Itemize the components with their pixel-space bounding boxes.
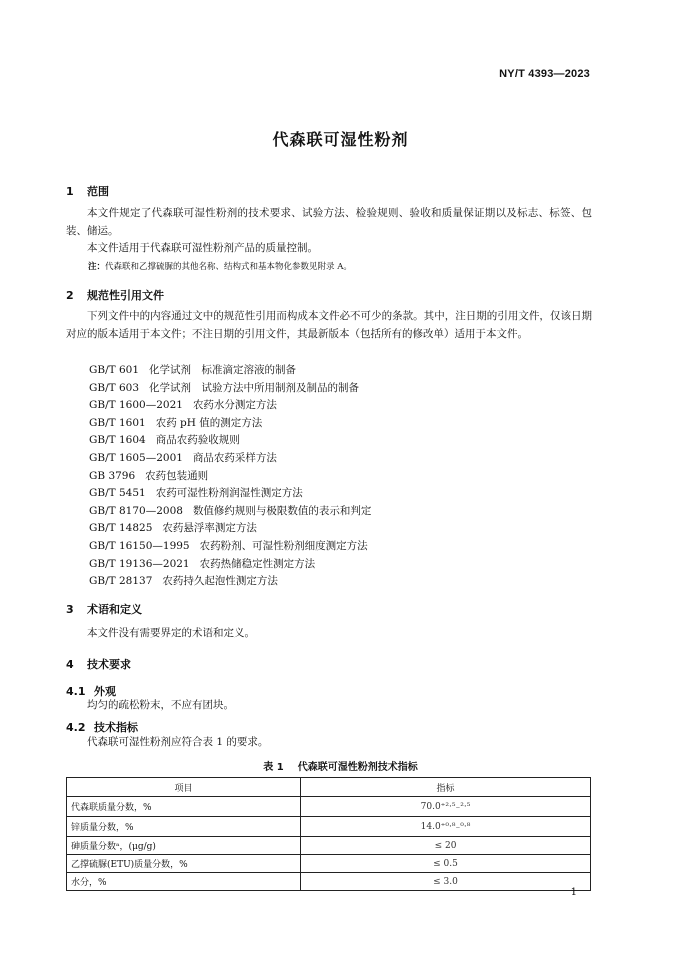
- page-number: 1: [570, 887, 577, 898]
- reference-code: GB/T 1601: [89, 416, 146, 429]
- section-title: 范围: [87, 185, 109, 198]
- reference-code: GB/T 14825: [89, 522, 153, 535]
- table-row: [67, 797, 591, 817]
- table-cell-value: 70.0⁺²·⁵₋²·⁵: [301, 797, 591, 817]
- reference-code: GB/T 19136—2021: [89, 557, 190, 570]
- section-number: 3: [66, 603, 74, 616]
- scope-note: [88, 261, 588, 273]
- section-title: 规范性引用文件: [87, 289, 164, 302]
- spec-table: [66, 777, 591, 891]
- section-title: 技术要求: [87, 658, 131, 671]
- reference-code: GB/T 1600—2021: [89, 399, 183, 412]
- note-text: 代森联和乙撑硫脲的其他名称、结构式和基本物化参数见附录 A。: [105, 262, 352, 272]
- note-label: 注：: [88, 262, 106, 272]
- reference-item: [89, 573, 371, 591]
- table-cell-value: ≤ 20: [301, 837, 591, 855]
- appearance-paragraph: 均匀的疏松粉末，不应有团块。: [87, 699, 234, 711]
- table-row: [67, 817, 591, 837]
- table-cell-value: ≤ 0.5: [301, 855, 591, 873]
- reference-name: 农药包装通则: [145, 469, 209, 482]
- reference-code: GB/T 28137: [89, 575, 153, 588]
- reference-code: GB/T 16150—1995: [89, 539, 190, 552]
- section-heading-terms: [66, 601, 142, 617]
- reference-code: GB/T 1605—2001: [89, 451, 183, 464]
- reference-name: 农药水分测定方法: [192, 399, 277, 412]
- reference-name: 商品农药采样方法: [192, 451, 277, 464]
- reference-name: 农药粉剂、可湿性粉剂细度测定方法: [199, 539, 368, 552]
- subsection-number: 4.1: [66, 685, 86, 698]
- table-row: [67, 855, 591, 873]
- reference-item: [89, 503, 371, 521]
- reference-code: GB/T 5451: [89, 487, 146, 500]
- reference-item: [89, 538, 371, 556]
- section-heading-scope: [66, 183, 109, 199]
- reference-item: [89, 520, 371, 538]
- reference-name: 数值修约规则与极限数值的表示和判定: [192, 504, 372, 517]
- reference-name: 商品农药验收规则: [155, 434, 240, 447]
- reference-item: [89, 450, 371, 468]
- section-number: 4: [66, 658, 74, 671]
- terms-paragraph: 本文件没有需要界定的术语和定义。: [87, 627, 255, 639]
- standard-number: NY/T 4393—2023: [499, 68, 590, 80]
- table-row: [67, 873, 591, 891]
- table-caption: [0, 758, 681, 773]
- table-row: [67, 837, 591, 855]
- reference-code: GB/T 603: [89, 381, 140, 394]
- reference-item: [89, 415, 371, 433]
- reference-code: GB/T 8170—2008: [89, 504, 183, 517]
- indicators-paragraph: 代森联可湿性粉剂应符合表 1 的要求。: [87, 736, 269, 748]
- reference-code: GB/T 601: [89, 364, 140, 376]
- table-cell-value: ≤ 3.0: [301, 873, 591, 891]
- reference-name: 化学试剂 试验方法中所用制剂及制品的制备: [149, 381, 360, 394]
- reference-name: 农药 pH 值的测定方法: [155, 416, 263, 429]
- scope-paragraph-2: 本文件适用于代森联可湿性粉剂产品的质量控制。: [87, 242, 318, 254]
- table-cell-item: 代森联质量分数，%: [67, 797, 301, 817]
- table-cell-item: 乙撑硫脲(ETU)质量分数，%: [67, 855, 301, 873]
- reference-item: [89, 432, 371, 450]
- reference-item: [89, 556, 371, 574]
- section-number: 2: [66, 289, 74, 302]
- reference-list: [89, 362, 371, 591]
- reference-item: [89, 397, 371, 415]
- subsection-title: 外观: [94, 685, 116, 698]
- reference-name: 农药悬浮率测定方法: [162, 522, 257, 535]
- reference-code: GB/T 1604: [89, 434, 146, 447]
- reference-code: GB 3796: [89, 469, 136, 482]
- reference-item: [89, 485, 371, 503]
- table-cell-value: 14.0⁺⁰·⁸₋⁰·⁸: [301, 817, 591, 837]
- section-title: 术语和定义: [87, 603, 142, 616]
- reference-name: 化学试剂 标准滴定溶液的制备: [149, 364, 297, 376]
- reference-item: [89, 380, 371, 398]
- table-header-row: [67, 778, 591, 797]
- document-title: 代森联可湿性粉剂: [272, 130, 409, 149]
- subsection-title: 技术指标: [94, 721, 138, 734]
- section-heading-requirements: [66, 656, 131, 672]
- table-header-value: 指标: [301, 778, 591, 797]
- reference-item: [89, 362, 371, 380]
- table-cell-item: 锌质量分数，%: [67, 817, 301, 837]
- table-cell-item: 砷质量分数ᵃ，(μg/g): [67, 837, 301, 855]
- subsection-heading-indicators: [66, 719, 138, 735]
- reference-name: 农药热储稳定性测定方法: [199, 557, 316, 570]
- section-heading-normative: [66, 287, 164, 303]
- scope-paragraph-1: 本文件规定了代森联可湿性粉剂的技术要求、试验方法、检验规则、验收和质量保证期以及标志、标签、包装、储运。: [66, 207, 592, 237]
- table-cell-item: 水分，%: [67, 873, 301, 891]
- normative-intro: 下列文件中的内容通过文中的规范性引用而构成本文件必不可少的条款。其中，注日期的引用文件，仅该日期对应的版本适用于本文件；不注日期的引用文件，其最新版本（包括所有的修改单）适用于本文件。: [66, 310, 592, 340]
- table-caption-label: 表 1: [263, 762, 284, 773]
- table-caption-title: 代森联可湿性粉剂技术指标: [297, 762, 418, 773]
- reference-name: 农药持久起泡性测定方法: [162, 575, 278, 588]
- reference-item: [89, 468, 371, 486]
- section-number: 1: [66, 185, 74, 198]
- table-header-item: 项目: [67, 778, 301, 797]
- reference-name: 农药可湿性粉剂润湿性测定方法: [155, 487, 303, 500]
- subsection-number: 4.2: [66, 721, 86, 734]
